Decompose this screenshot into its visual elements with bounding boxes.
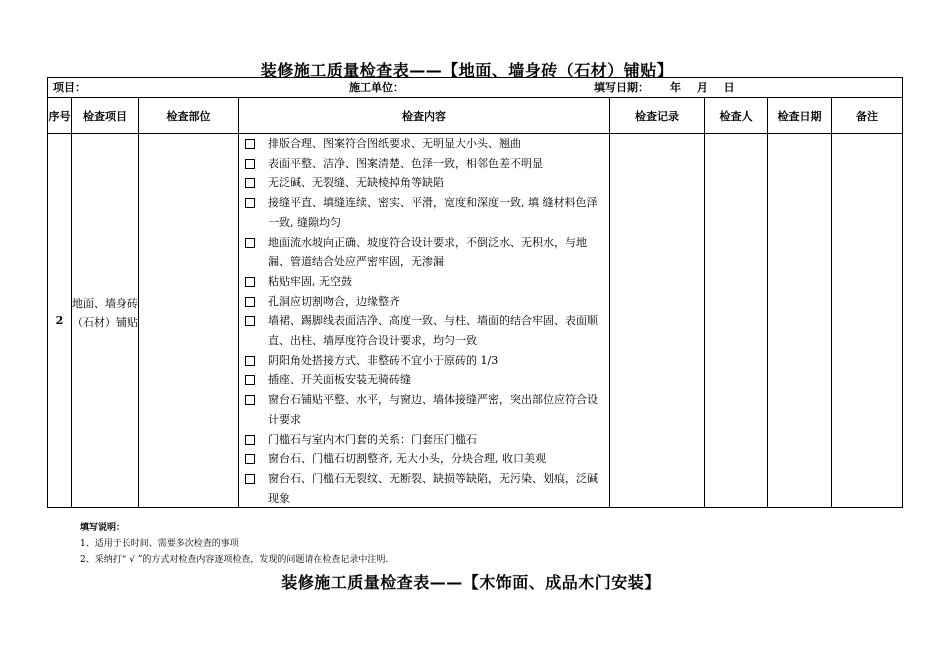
- table-rule: [704, 97, 705, 508]
- fill-instructions: [80, 520, 388, 568]
- checklist-text: 插座、开关面板安装无骑砖缝: [268, 373, 411, 387]
- header-content: 检查内容: [402, 110, 446, 123]
- table-rule: [831, 97, 832, 508]
- note-item: 1、适用于长时间、需要多次检查的事项: [80, 539, 239, 549]
- checklist-text: 墙裙、踢脚线表面洁净、高度一致、与柱、墙面的结合牢固、表面顺直、出柱、墙厚度符合设计要求，均匀一致: [268, 314, 598, 348]
- checklist-item: [242, 351, 608, 371]
- checklist-item: [242, 154, 608, 174]
- checklist-item: [242, 430, 608, 450]
- header-remark: 备注: [856, 110, 878, 123]
- checklist-text: 无泛碱、无裂缝、无缺棱掉角等缺陷: [268, 176, 444, 190]
- checkbox-icon[interactable]: [245, 395, 255, 405]
- header-date: 检查日期: [777, 110, 822, 123]
- checklist-text: 孔洞应切割吻合，边缘整齐: [268, 294, 400, 308]
- note-item: 2、采纳打“ √ ”的方式对检查内容逐项检查，发现的问题请在检查记录中注明.: [80, 555, 389, 565]
- checkbox-icon[interactable]: [245, 277, 255, 287]
- checklist-text: 粘贴牢固, 无空鼓: [268, 274, 352, 288]
- checkbox-icon[interactable]: [245, 198, 255, 208]
- header-record: 检查记录: [635, 110, 679, 123]
- checklist-text: 门槛石与室内木门套的关系：门套压门槛石: [268, 432, 477, 446]
- checkbox-icon[interactable]: [245, 238, 255, 248]
- next-table-title: 装修施工质量检查表——【木饰面、成品木门安装】: [281, 573, 661, 592]
- checkbox-icon[interactable]: [245, 159, 255, 169]
- checklist-text: 表面平整、洁净、图案清楚、色泽一致，相邻色差不明显: [268, 156, 543, 170]
- checkbox-icon[interactable]: [245, 178, 255, 188]
- checklist-text: 接缝平直、填缝连续、密实、平滑，宽度和深度一致, 填 缝材料色泽一致, 缝隙均匀: [268, 196, 598, 229]
- checklist-item: [242, 449, 608, 469]
- checklist-text: 阴阳角处搭接方式、非整砖不宜小于原砖的 1/3: [268, 353, 499, 367]
- construction-unit-label: 施工单位：: [349, 81, 404, 94]
- checklist-item: [242, 134, 608, 154]
- checkbox-icon[interactable]: [245, 356, 255, 366]
- table-rule: [767, 97, 768, 508]
- fill-date-fields: 年 月 日: [670, 81, 735, 94]
- checkbox-icon[interactable]: [245, 454, 255, 464]
- header-item: 检查项目: [83, 110, 127, 123]
- checklist-text: 地面流水坡向正确、坡度符合设计要求，不倒泛水、无积水，与地漏、管道结合处应严密牢固，无渗漏: [268, 235, 587, 269]
- checkbox-icon[interactable]: [245, 435, 255, 445]
- checklist-item: [242, 272, 608, 292]
- header-part: 检查部位: [166, 110, 211, 123]
- checkbox-icon[interactable]: [245, 474, 255, 484]
- page-title: 装修施工质量检查表——【地面、墙身砖（石材）铺贴】: [260, 61, 674, 80]
- checkbox-icon[interactable]: [245, 297, 255, 307]
- checklist-item: [242, 173, 608, 193]
- checklist-item: [242, 370, 608, 390]
- notes-title: 填写说明：: [80, 523, 126, 533]
- checklist-item: [242, 292, 608, 312]
- fill-date-label: 填写日期：: [594, 81, 649, 94]
- checklist-item: [242, 233, 608, 272]
- checklist-text: 窗台石、门槛石无裂纹、无断裂、缺损等缺陷，无污染、划痕，泛碱现象: [268, 471, 598, 505]
- checklist-text: 排版合理、图案符合图纸要求、无明显大小头、翘曲: [268, 137, 521, 150]
- project-label: 项目：: [53, 81, 86, 94]
- checkbox-icon[interactable]: [245, 316, 255, 326]
- checklist: [242, 134, 608, 508]
- checklist-item: [242, 193, 608, 232]
- checklist-text: 窗台石铺贴平整、水平，与窗边、墙体接缝严密，突出部位应符合设计要求: [268, 393, 598, 426]
- header-inspector: 检查人: [719, 110, 753, 123]
- checkbox-icon[interactable]: [245, 139, 255, 149]
- table-rule: [609, 97, 610, 508]
- checklist-item: [242, 390, 608, 429]
- checklist-text: 窗台石、门槛石切割整齐, 无大小头，分块合理, 收口美观: [268, 452, 546, 466]
- header-seq: 序号: [48, 109, 71, 123]
- checklist-item: [242, 469, 608, 508]
- table-rule: [138, 97, 139, 508]
- inspection-item: 地面、墙身砖（石材）铺贴: [72, 297, 138, 329]
- table-rule: [238, 97, 239, 508]
- checklist-item: [242, 311, 608, 350]
- checkbox-icon[interactable]: [245, 375, 255, 385]
- row-number: 2: [55, 314, 64, 327]
